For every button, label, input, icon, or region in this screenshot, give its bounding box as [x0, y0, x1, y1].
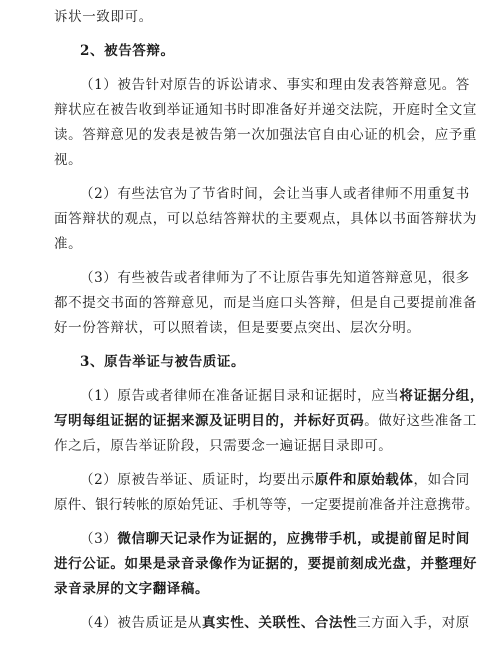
paragraph-line: 辩状应在被告收到举证通知书时即准备好并递交法院，开庭时全文宣 — [54, 102, 477, 118]
emphasis-text: 写明每组证据的证据来源及证明目的，并标好页码 — [54, 413, 365, 429]
emphasis-text: 原件和原始载体 — [314, 472, 414, 488]
section-heading: 3、原告举证与被告质证。 — [80, 354, 246, 370]
paragraph-line: 进行公证。如果是录音录像作为证据的，要提前刻成光盘，并整理好 — [54, 556, 477, 572]
paragraph-line: 原件、银行转帐的原始凭证、手机等等，一定要提前准备并注意携带。 — [54, 497, 479, 513]
paragraph-line: 作之后，原告举证阶段，只需要念一遍证据目录即可。 — [54, 438, 393, 454]
emphasis-text: 真实性、关联性、合法性 — [202, 615, 358, 631]
paragraph-line: 都不提交书面的答辩意见，而是当庭口头答辩，但是自己要提前准备 — [54, 295, 477, 311]
paragraph-line — [80, 387, 484, 405]
paragraph-line: （3）有些被告或者律师为了不让原告事先知道答辩意见，很多 — [80, 270, 470, 286]
text-run: 。做好这些准备工 — [364, 413, 478, 429]
paragraph-line — [80, 471, 470, 489]
text-run: （4）被告质证是从 — [80, 615, 202, 631]
text-run: 三方面入手，对原 — [357, 615, 470, 631]
paragraph-line: （1）被告针对原告的诉讼请求、事实和理由发表答辩意见。答 — [80, 77, 470, 93]
emphasis-text: 将证据分组， — [399, 388, 484, 404]
paragraph-line — [80, 614, 470, 632]
paragraph-line: 诉状一致即可。 — [54, 9, 153, 25]
paragraph-line: 面答辩状的观点，可以总结答辩状的主要观点，具体以书面答辩状为 — [54, 211, 477, 227]
paragraph-line — [80, 530, 470, 548]
paragraph-line: （2）有些法官为了节省时间，会让当事人或者律师不用重复书 — [80, 186, 470, 202]
section-heading: 2、被告答辩。 — [80, 43, 175, 59]
text-run: ，如合同 — [413, 472, 470, 488]
paragraph-line: 读。答辩意见的发表是被告第一次加强法官自由心证的机会，应予重 — [54, 127, 477, 143]
paragraph-line: 录音录屏的文字翻译稿。 — [54, 581, 210, 597]
paragraph-line: 准。 — [54, 236, 83, 252]
emphasis-text: 微信聊天记录作为证据的，应携带手机，或提前留足时间 — [117, 531, 470, 547]
text-run: （1）原告或者律师在准备证据目录和证据时，应当 — [80, 388, 400, 404]
text-run: （2）原被告举证、质证时，均要出示 — [80, 472, 315, 488]
paragraph-line: 视。 — [54, 152, 83, 168]
paragraph-line: 好一份答辩状，可以照着读，但是要要点突出、层次分明。 — [54, 320, 421, 336]
text-run: （3） — [80, 531, 118, 547]
paragraph-line — [54, 412, 477, 430]
